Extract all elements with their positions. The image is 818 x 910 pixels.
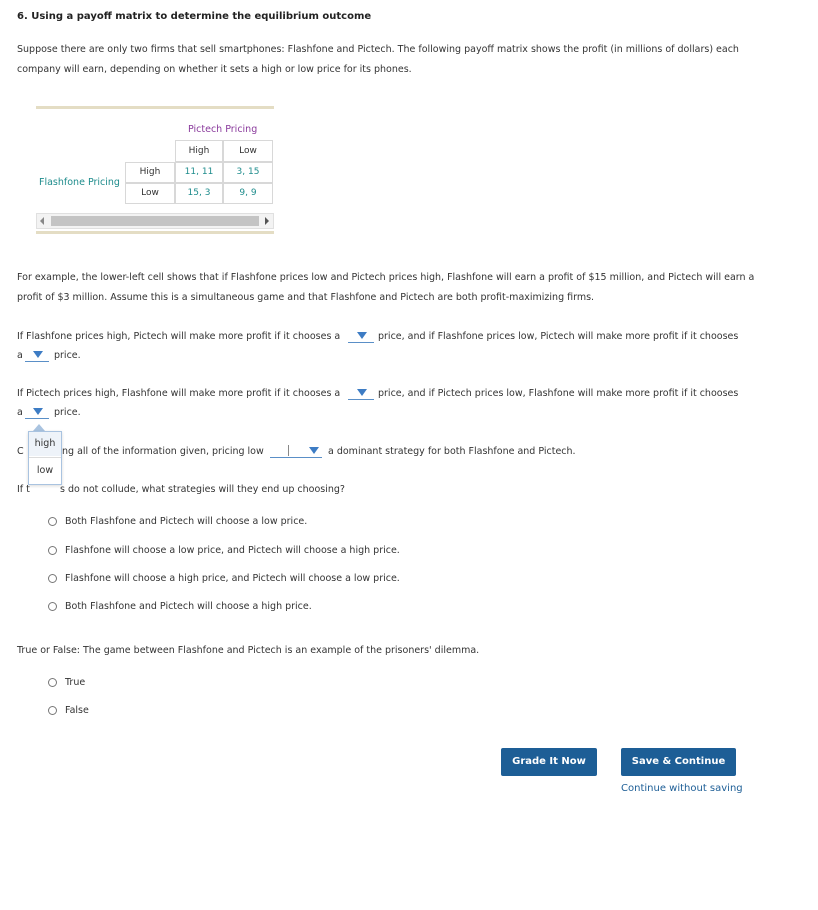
q3-text-2: a dominant strategy for both Flashfone and Pictech. bbox=[328, 446, 576, 457]
intro-text: Suppose there are only two firms that sell smartphones: Flashfone and Pictech. The following payoff matrix shows the profit (in millions of dollars) each company will earn, depending on whether it sets a high or low price for its phones. bbox=[17, 44, 739, 75]
dropdown-option-high[interactable]: high bbox=[29, 432, 61, 456]
dropdown-arrow-icon bbox=[357, 389, 367, 396]
save-continue-button[interactable]: Save & Continue bbox=[621, 748, 736, 776]
q2-dropdown-1[interactable] bbox=[348, 386, 374, 400]
q1-text-1: If Flashfone prices high, Pictech will make more profit if it chooses a bbox=[17, 331, 341, 342]
continue-without-saving-link[interactable]: Continue without saving bbox=[621, 783, 743, 794]
q4-option-1[interactable]: Both Flashfone and Pictech will choose a low price. bbox=[65, 516, 308, 527]
dropdown-arrow-icon bbox=[33, 351, 43, 358]
payoff-cell-low-low bbox=[223, 183, 273, 204]
q1-text-2: price, and if Flashfone prices low, Pictech will make more profit if it chooses bbox=[378, 331, 739, 342]
q4-option-3[interactable]: Flashfone will choose a high price, and Pictech will choose a low price. bbox=[65, 573, 400, 584]
q3-text-prefix: C bbox=[17, 446, 24, 457]
q4-radio-2[interactable] bbox=[48, 546, 57, 555]
payoff-value: 9, 9 bbox=[239, 188, 257, 198]
dropdown-option-low[interactable]: low bbox=[36, 465, 54, 476]
row-option-high: High bbox=[125, 162, 175, 183]
payoff-value: 3, 15 bbox=[236, 167, 260, 177]
dropdown-arrow-icon bbox=[33, 408, 43, 415]
q4-radio-4[interactable] bbox=[48, 602, 57, 611]
scrollbar-thumb[interactable] bbox=[51, 216, 259, 226]
q2-dropdown-2[interactable] bbox=[25, 405, 49, 419]
dropdown-arrow-icon bbox=[357, 332, 367, 339]
q5-radio-false[interactable] bbox=[48, 706, 57, 715]
payoff-value: 15, 3 bbox=[187, 188, 211, 198]
q3-dropdown[interactable] bbox=[270, 444, 322, 458]
q4-option-4[interactable]: Both Flashfone and Pictech will choose a high price. bbox=[65, 601, 312, 612]
q5-option-false[interactable]: False bbox=[65, 705, 89, 716]
col-option-high: High bbox=[175, 140, 223, 162]
question-title: 6. Using a payoff matrix to determine the equilibrium outcome bbox=[17, 11, 372, 22]
grade-button[interactable]: Grade It Now bbox=[501, 748, 597, 776]
q2-text-2: price, and if Pictech prices low, Flashfone will make more profit if it chooses bbox=[378, 388, 739, 399]
q1-text-3: a bbox=[17, 350, 23, 361]
q2-text-4: price. bbox=[54, 407, 81, 418]
q2-text-1: If Pictech prices high, Flashfone will make more profit if it chooses a bbox=[17, 388, 341, 399]
q5-question: True or False: The game between Flashfone and Pictech is an example of the prisoners' dilemma. bbox=[17, 645, 480, 656]
text-cursor bbox=[288, 445, 289, 456]
q1-dropdown-1[interactable] bbox=[348, 329, 374, 343]
col-player-label: Pictech Pricing bbox=[188, 124, 258, 135]
q3-text-1: ng all of the information given, pricing low bbox=[62, 446, 264, 457]
q5-radio-true[interactable] bbox=[48, 678, 57, 687]
matrix-bottom-rule bbox=[36, 231, 274, 234]
payoff-cell-high-high bbox=[175, 162, 223, 183]
col-option-low: Low bbox=[223, 140, 273, 162]
matrix-scrollbar[interactable] bbox=[36, 213, 274, 229]
scroll-left-icon[interactable] bbox=[40, 217, 44, 225]
payoff-cell-high-low bbox=[223, 162, 273, 183]
dropdown-divider bbox=[29, 457, 61, 458]
row-player-label: Flashfone Pricing bbox=[39, 177, 120, 188]
q2-text-3: a bbox=[17, 407, 23, 418]
q1-dropdown-2[interactable] bbox=[25, 348, 49, 362]
q4-radio-1[interactable] bbox=[48, 517, 57, 526]
dropdown-arrow-icon bbox=[309, 447, 319, 454]
matrix-top-rule bbox=[36, 106, 274, 109]
q4-radio-3[interactable] bbox=[48, 574, 57, 583]
dropdown-menu[interactable] bbox=[28, 431, 62, 485]
scroll-right-icon[interactable] bbox=[265, 217, 269, 225]
q4-question: s do not collude, what strategies will they end up choosing? bbox=[60, 484, 345, 495]
q1-text-4: price. bbox=[54, 350, 81, 361]
q4-option-2[interactable]: Flashfone will choose a low price, and Pictech will choose a high price. bbox=[65, 545, 400, 556]
payoff-cell-low-high bbox=[175, 183, 223, 204]
payoff-value: 11, 11 bbox=[184, 167, 214, 177]
q4-text-prefix: If t bbox=[17, 484, 30, 495]
q5-option-true[interactable]: True bbox=[65, 677, 86, 688]
dropdown-pointer-icon bbox=[33, 424, 45, 431]
example-text: For example, the lower-left cell shows that if Flashfone prices low and Pictech prices high, Flashfone will earn a profit of $15 million, and Pictech will earn a profit of $3 million. Assume this is a simultaneous game and that Flashfone and Pictech are both profit-maximizing firms. bbox=[17, 272, 755, 303]
row-option-low: Low bbox=[125, 183, 175, 204]
